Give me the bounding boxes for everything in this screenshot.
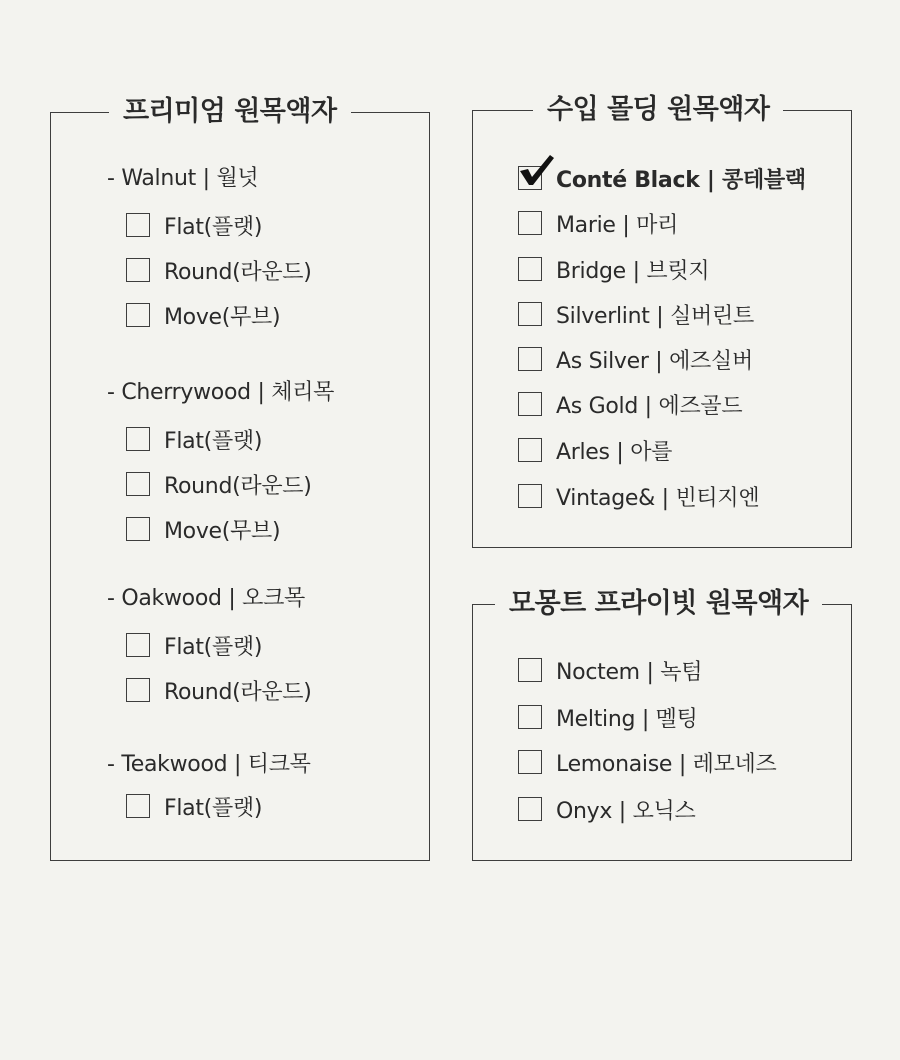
option-label: Marie | 마리 xyxy=(556,212,679,238)
option-label: Flat(플랫) xyxy=(164,634,263,660)
option-label: Round(라운드) xyxy=(164,679,312,705)
option-oakwood-flat[interactable] xyxy=(126,630,262,660)
option-label: Noctem | 녹텀 xyxy=(556,659,703,685)
import-molding-panel xyxy=(472,94,852,548)
option-teakwood-flat[interactable] xyxy=(126,791,262,821)
option-label: Move(무브) xyxy=(164,518,281,544)
checkbox[interactable] xyxy=(126,472,150,496)
checkbox[interactable] xyxy=(126,517,150,541)
option-cherrywood-move[interactable] xyxy=(126,514,280,544)
group-title-teakwood: - Teakwood | 티크목 xyxy=(107,752,311,777)
option-label: Move(무브) xyxy=(164,304,281,330)
option-label: Vintage& | 빈티지엔 xyxy=(556,485,760,511)
option-label: Lemonaise | 레모네즈 xyxy=(556,751,777,777)
option-noctem[interactable] xyxy=(518,655,702,685)
checkbox[interactable] xyxy=(126,633,150,657)
checkbox[interactable] xyxy=(518,392,542,416)
checkbox[interactable] xyxy=(518,658,542,682)
option-label: Round(라운드) xyxy=(164,259,312,285)
option-vintage[interactable] xyxy=(518,481,759,511)
option-lemonaise[interactable] xyxy=(518,747,776,777)
checkbox[interactable] xyxy=(518,211,542,235)
checkbox[interactable] xyxy=(126,213,150,237)
checkbox[interactable] xyxy=(518,438,542,462)
group-title-walnut: - Walnut | 월넛 xyxy=(107,166,259,191)
option-as-silver[interactable] xyxy=(518,344,753,374)
option-walnut-round[interactable] xyxy=(126,255,312,285)
option-as-gold[interactable] xyxy=(518,389,742,419)
checkbox[interactable] xyxy=(518,484,542,508)
option-label: Round(라운드) xyxy=(164,473,312,499)
option-label: Bridge | 브릿지 xyxy=(556,258,710,284)
premium-panel-title: 프리미엄 원목액자 xyxy=(109,94,351,130)
option-bridge[interactable] xyxy=(518,254,709,284)
option-silverlint[interactable] xyxy=(518,299,754,329)
checkbox[interactable] xyxy=(518,257,542,281)
momont-panel-title: 모몽트 프라이빗 원목액자 xyxy=(495,586,822,622)
checkbox[interactable] xyxy=(518,166,542,190)
option-cherrywood-round[interactable] xyxy=(126,469,312,499)
checkbox[interactable] xyxy=(126,258,150,282)
checkbox[interactable] xyxy=(518,705,542,729)
checkbox[interactable] xyxy=(518,750,542,774)
option-label: As Gold | 에즈골드 xyxy=(556,393,743,419)
checkbox[interactable] xyxy=(518,797,542,821)
option-melting[interactable] xyxy=(518,702,698,732)
option-label: Silverlint | 실버린트 xyxy=(556,303,754,329)
option-onyx[interactable] xyxy=(518,794,695,824)
option-conte-black[interactable] xyxy=(518,163,806,193)
group-title-oakwood: - Oakwood | 오크목 xyxy=(107,586,306,611)
option-arles[interactable] xyxy=(518,435,672,465)
option-label: Conté Black | 콩테블랙 xyxy=(556,167,806,193)
import-panel-title: 수입 몰딩 원목액자 xyxy=(533,92,783,128)
option-cherrywood-flat[interactable] xyxy=(126,424,262,454)
premium-frame-panel xyxy=(50,96,430,861)
checkbox[interactable] xyxy=(126,678,150,702)
option-label: Onyx | 오닉스 xyxy=(556,798,696,824)
option-label: Arles | 아를 xyxy=(556,439,673,465)
group-title-cherrywood: - Cherrywood | 체리목 xyxy=(107,380,335,405)
checkbox[interactable] xyxy=(518,302,542,326)
checkbox[interactable] xyxy=(126,427,150,451)
option-label: As Silver | 에즈실버 xyxy=(556,348,753,374)
option-walnut-move[interactable] xyxy=(126,300,280,330)
option-walnut-flat[interactable] xyxy=(126,210,262,240)
option-marie[interactable] xyxy=(518,208,678,238)
option-label: Flat(플랫) xyxy=(164,428,263,454)
checkbox[interactable] xyxy=(518,347,542,371)
momont-private-panel xyxy=(472,588,852,861)
check-icon xyxy=(517,153,557,189)
option-label: Melting | 멜팅 xyxy=(556,706,698,732)
checkbox[interactable] xyxy=(126,303,150,327)
option-label: Flat(플랫) xyxy=(164,795,263,821)
checkbox[interactable] xyxy=(126,794,150,818)
option-label: Flat(플랫) xyxy=(164,214,263,240)
option-oakwood-round[interactable] xyxy=(126,675,312,705)
